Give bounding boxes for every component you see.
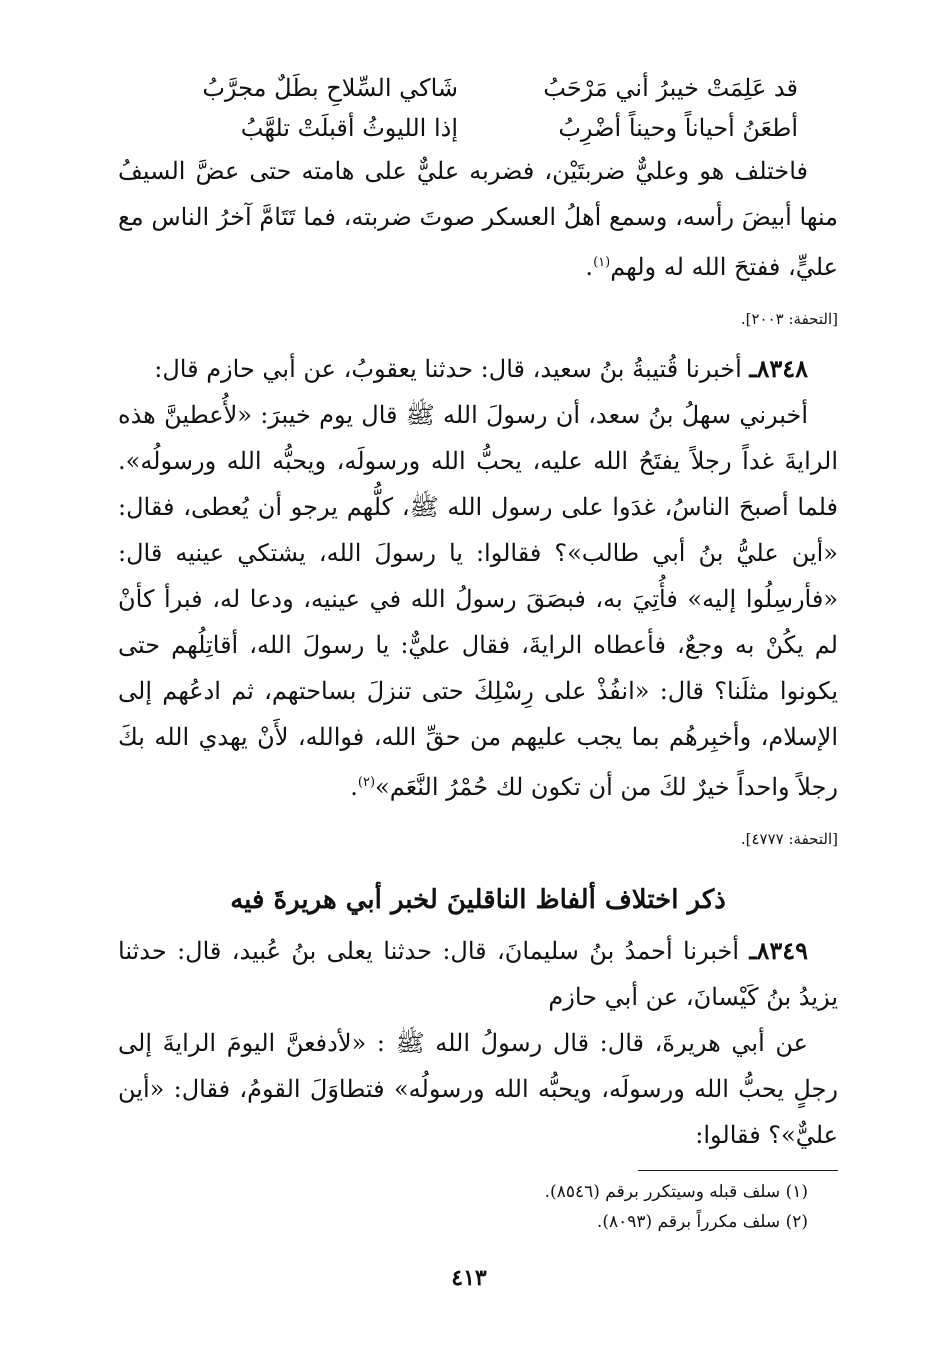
- hadith-8349-isnad: [118, 928, 838, 1020]
- page-number: ٤١٣: [451, 1265, 487, 1291]
- tuhfa-reference: [التحفة: ٢٠٠٣].: [740, 310, 838, 328]
- footnote-1: (١) سلف قبله وسيتكرر برقم (٨٥٤٦).: [544, 1182, 808, 1202]
- hadith-8349-matn: [118, 1020, 838, 1158]
- paragraph-text: فاختلف هو وعليٌّ ضربتَيْن، فضربه عليٌّ على هامته حتى عضَّ السيفُ منها أبيضَ رأسه، وسمع أهلُ العسكر صوتَ ضربته، فما تَتَامَّ آخرُ الناس مع عليٍّ، ففتحَ الله له ولهم: [118, 157, 838, 281]
- matn-text: عن أبي هريرةَ، قال: قال رسولُ الله ﷺ : «لأدفعنَّ اليومَ الرايةَ إلى رجلٍ يحبُّ الله ورسولَه، ويحبُّه الله ورسولُه» فتطاوَلَ القومُ، فقال: «أين عليٌّ»؟ فقالوا:: [118, 1029, 838, 1149]
- verse-line-2: [158, 108, 798, 148]
- footnote-separator: [638, 1170, 838, 1171]
- isnad-text: أخبرنا قُتيبةُ بنُ سعيد، قال: حدثنا يعقوبُ، عن أبي حازم قال:: [154, 355, 750, 383]
- section-heading: ذكر اختلاف ألفاظ الناقلينَ لخبر أبي هريرةَ فيه: [230, 885, 726, 915]
- matn-text: أخبرني سهلُ بنُ سعد، أن رسولَ الله ﷺ قال يوم خيبرَ: «لأُعطينَّ هذه الرايةَ غداً رجلاً يفتَحُ الله عليه، يحبُّ الله ورسولَه، ويحبُّه الله ورسولُه». فلما أصبحَ الناسُ، غدَوا على رسول الله ﷺ، كلُّهم يرجو أن يُعطى، فقال: «أين عليُّ بنُ أبي طالب»؟ فقالوا: يا رسولَ الله، يشتكي عينيه قال: «فأرسِلُوا إليه» فأُتِيَ به، فبصَقَ رسولُ الله في عينيه، ودعا له، فبرأ كأنْ لم يكُنْ به وجعٌ، فأعطاه الرايةَ، فقال عليٌّ: يا رسولَ الله، أقاتِلُهم حتى يكونوا مثلَنا؟ قال: «انفُذْ على رِسْلِكَ حتى تنزلَ بساحتهم، ثم ادعُهم إلى الإسلام، وأخبِرهُم بما يجب عليهم من حقِّ الله، فوالله، لأَنْ يهدي الله بكَ رجلاً واحداً خيرٌ لكَ من أن تكون لك حُمْرُ النَّعَم»: [118, 401, 839, 801]
- poem: [158, 68, 798, 148]
- verse-hemistich: أطعَنُ أحياناً وحيناً أضْرِبُ: [558, 114, 798, 142]
- verse-hemistich: إذا الليوثُ أقبلَتْ تلهَّبُ: [240, 114, 458, 142]
- hadith-8348-matn: أخبرني سهلُ بنُ سعد، أن رسولَ الله ﷺ قال يوم خيبرَ: «لأُعطينَّ هذه الرايةَ غداً رجلاً يفتَحُ الله عليه، يحبُّ الله ورسولَه، ويحبُّه الله ورسولُه». فلما أصبحَ الناسُ، غدَوا على رسول الله ﷺ، كلُّهم يرجو أن يُعطى، فقال: «أين عليُّ بنُ أبي طالب»؟ فقالوا: يا رسولَ الله، يشتكي عينيه قال: «فأرسِلُوا إليه» فأُتِيَ به، فبصَقَ رسولُ الله في عينيه، ودعا له، فبرأ كأنْ لم يكُنْ به وجعٌ، فأعطاه الرايةَ، فقال عليٌّ: يا رسولَ الله، أقاتِلُهم حتى يكونوا مثلَنا؟ قال: «انفُذْ على رِسْلِكَ حتى تنزلَ بساحتهم، ثم ادعُهم إلى الإسلام، وأخبِرهُم بما يجب عليهم من حقِّ الله، فوالله، لأَنْ يهدي الله بكَ رجلاً واحداً خيرٌ لكَ من أن تكون لك حُمْرُ النَّعَم»$^{(٢)}$.: [118, 401, 839, 801]
- footnote-marker: (١): [593, 255, 611, 270]
- verse-hemistich: قد عَلِمَتْ خيبرُ أني مَرْحَبُ: [543, 74, 798, 102]
- footnote-2: (٢) سلف مكرراً برقم (٨٠٩٣).: [596, 1212, 808, 1232]
- footnote-marker: (٢): [357, 775, 376, 790]
- page-content: [118, 68, 838, 1237]
- hadith-number: ٨٣٤٨ـ: [749, 354, 808, 383]
- verse-hemistich: شَاكي السِّلاحِ بطَلٌ مجرَّبُ: [202, 74, 458, 102]
- verse-line-1: [158, 68, 798, 108]
- tuhfa-reference: [التحفة: ٤٧٧٧].: [740, 830, 838, 848]
- isnad-text: أخبرنا أحمدُ بنُ سليمانَ، قال: حدثنا يعلى بنُ عُبيد، قال: حدثنا يزيدُ بنُ كَيْسانَ، عن أبي حازم: [118, 937, 838, 1011]
- hadith-8348-isnad: [118, 346, 838, 392]
- hadith-number: ٨٣٤٩ـ: [749, 936, 809, 965]
- paragraph-1: فاختلف هو وعليٌّ ضربتَيْن، فضربه عليٌّ على هامته حتى عضَّ السيفُ منها أبيضَ رأسه، وسمع أهلُ العسكر صوتَ ضربته، فما تَتَامَّ آخرُ الناس مع عليٍّ، ففتحَ الله له ولهم$^{(١)}$.: [118, 157, 838, 281]
